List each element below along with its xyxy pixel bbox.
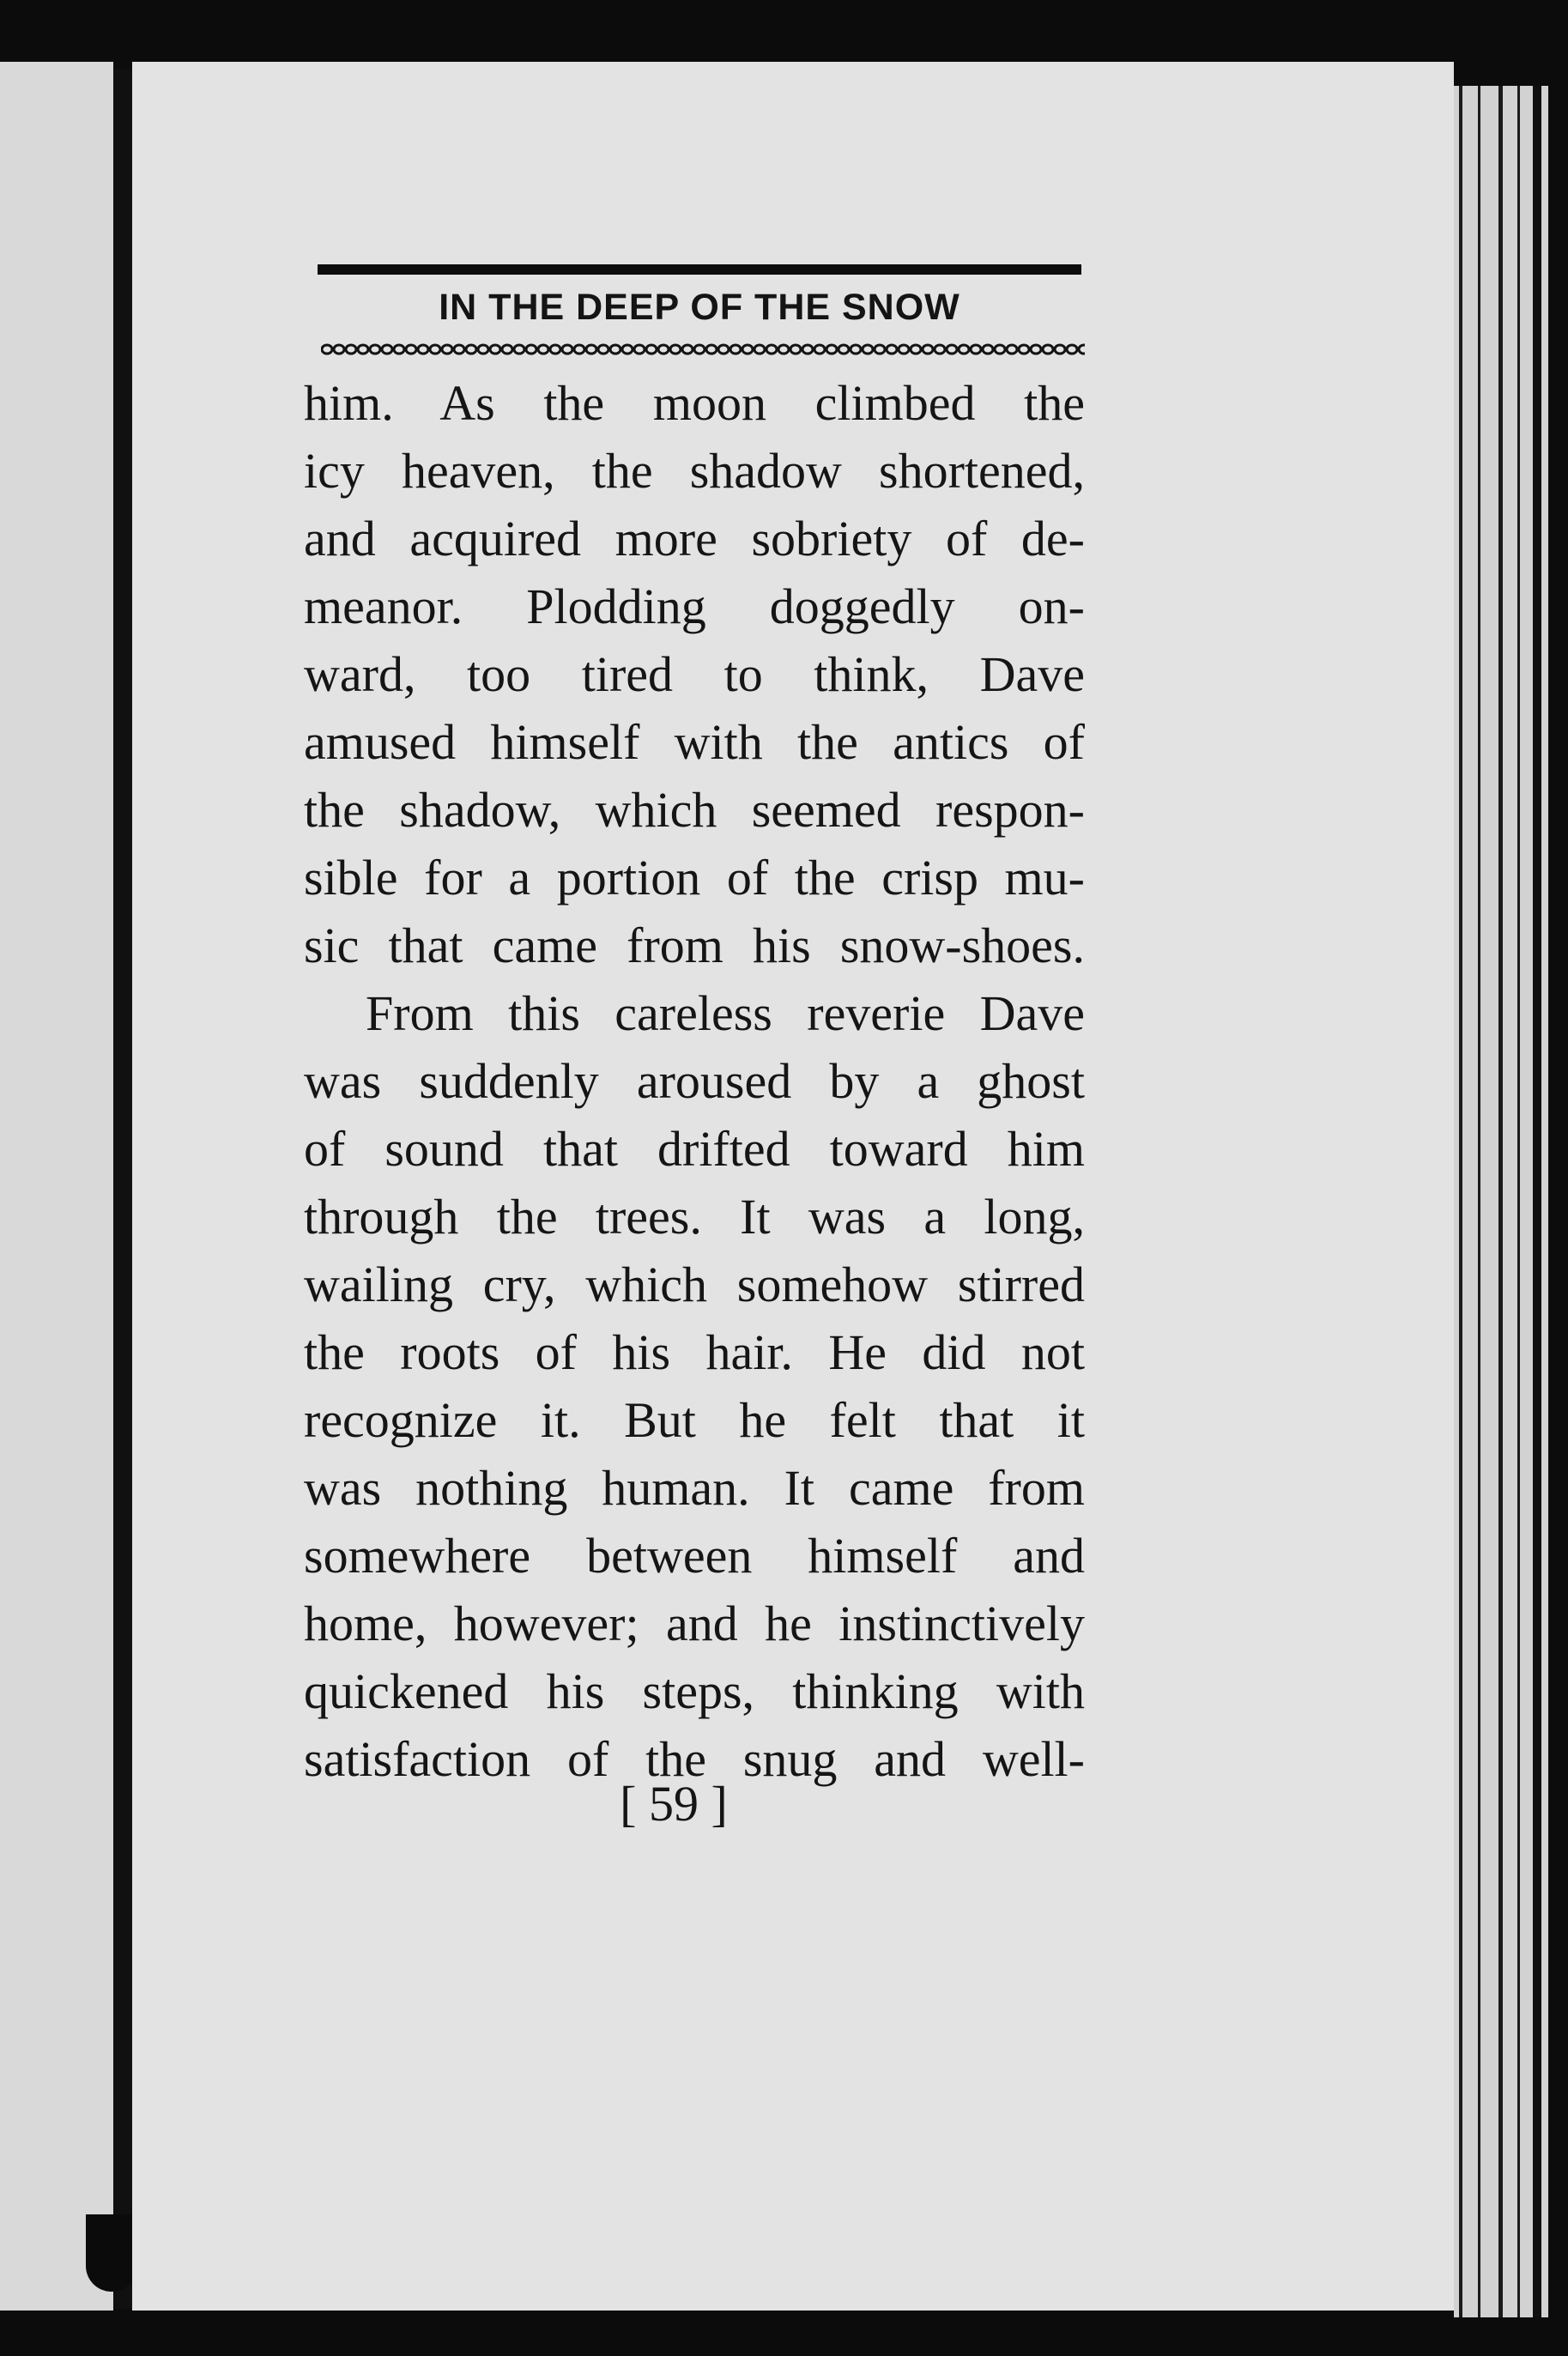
header-rule bbox=[318, 264, 1081, 275]
text-line: wailing cry, which somehow stirred bbox=[304, 1257, 1085, 1312]
text-line: somewhere between himself and bbox=[304, 1528, 1085, 1584]
page-stack-edge bbox=[1454, 86, 1548, 2317]
text-line: through the trees. It was a long, bbox=[304, 1189, 1085, 1245]
text-line: icy heaven, the shadow shortened, bbox=[304, 443, 1085, 499]
running-head: IN THE DEEP OF THE SNOW bbox=[439, 287, 960, 328]
text-line: was suddenly aroused by a ghost bbox=[304, 1053, 1085, 1109]
text-line: him. As the moon climbed the bbox=[304, 375, 1085, 431]
book-gutter bbox=[113, 69, 132, 2309]
text-line: From this careless reverie Dave bbox=[366, 985, 1085, 1041]
text-line: amused himself with the antics of bbox=[304, 714, 1085, 770]
text-line: was nothing human. It came from bbox=[304, 1460, 1085, 1516]
text-line: sic that came from his snow-shoes. bbox=[304, 918, 1085, 973]
body-text bbox=[304, 369, 1085, 1793]
text-line: ward, too tired to think, Dave bbox=[304, 646, 1085, 702]
page-number: [ 59 ] bbox=[620, 1776, 728, 1832]
ornamental-chain-rule bbox=[321, 342, 1085, 357]
text-line: meanor. Plodding doggedly on- bbox=[304, 578, 1085, 634]
text-line: the roots of his hair. He did not bbox=[304, 1324, 1085, 1380]
gutter-shadow bbox=[86, 2214, 137, 2292]
facing-page-edge bbox=[0, 62, 113, 2311]
text-line: satisfaction of the snug and well- bbox=[304, 1731, 1085, 1787]
text-line: sible for a portion of the crisp mu- bbox=[304, 850, 1085, 905]
text-line: of sound that drifted toward him bbox=[304, 1121, 1085, 1177]
text-line: recognize it. But he felt that it bbox=[304, 1392, 1085, 1448]
text-line: the shadow, which seemed respon- bbox=[304, 782, 1085, 838]
text-line: home, however; and he instinctively bbox=[304, 1596, 1085, 1651]
text-line: and acquired more sobriety of de- bbox=[304, 511, 1085, 566]
text-line: quickened his steps, thinking with bbox=[304, 1663, 1085, 1719]
